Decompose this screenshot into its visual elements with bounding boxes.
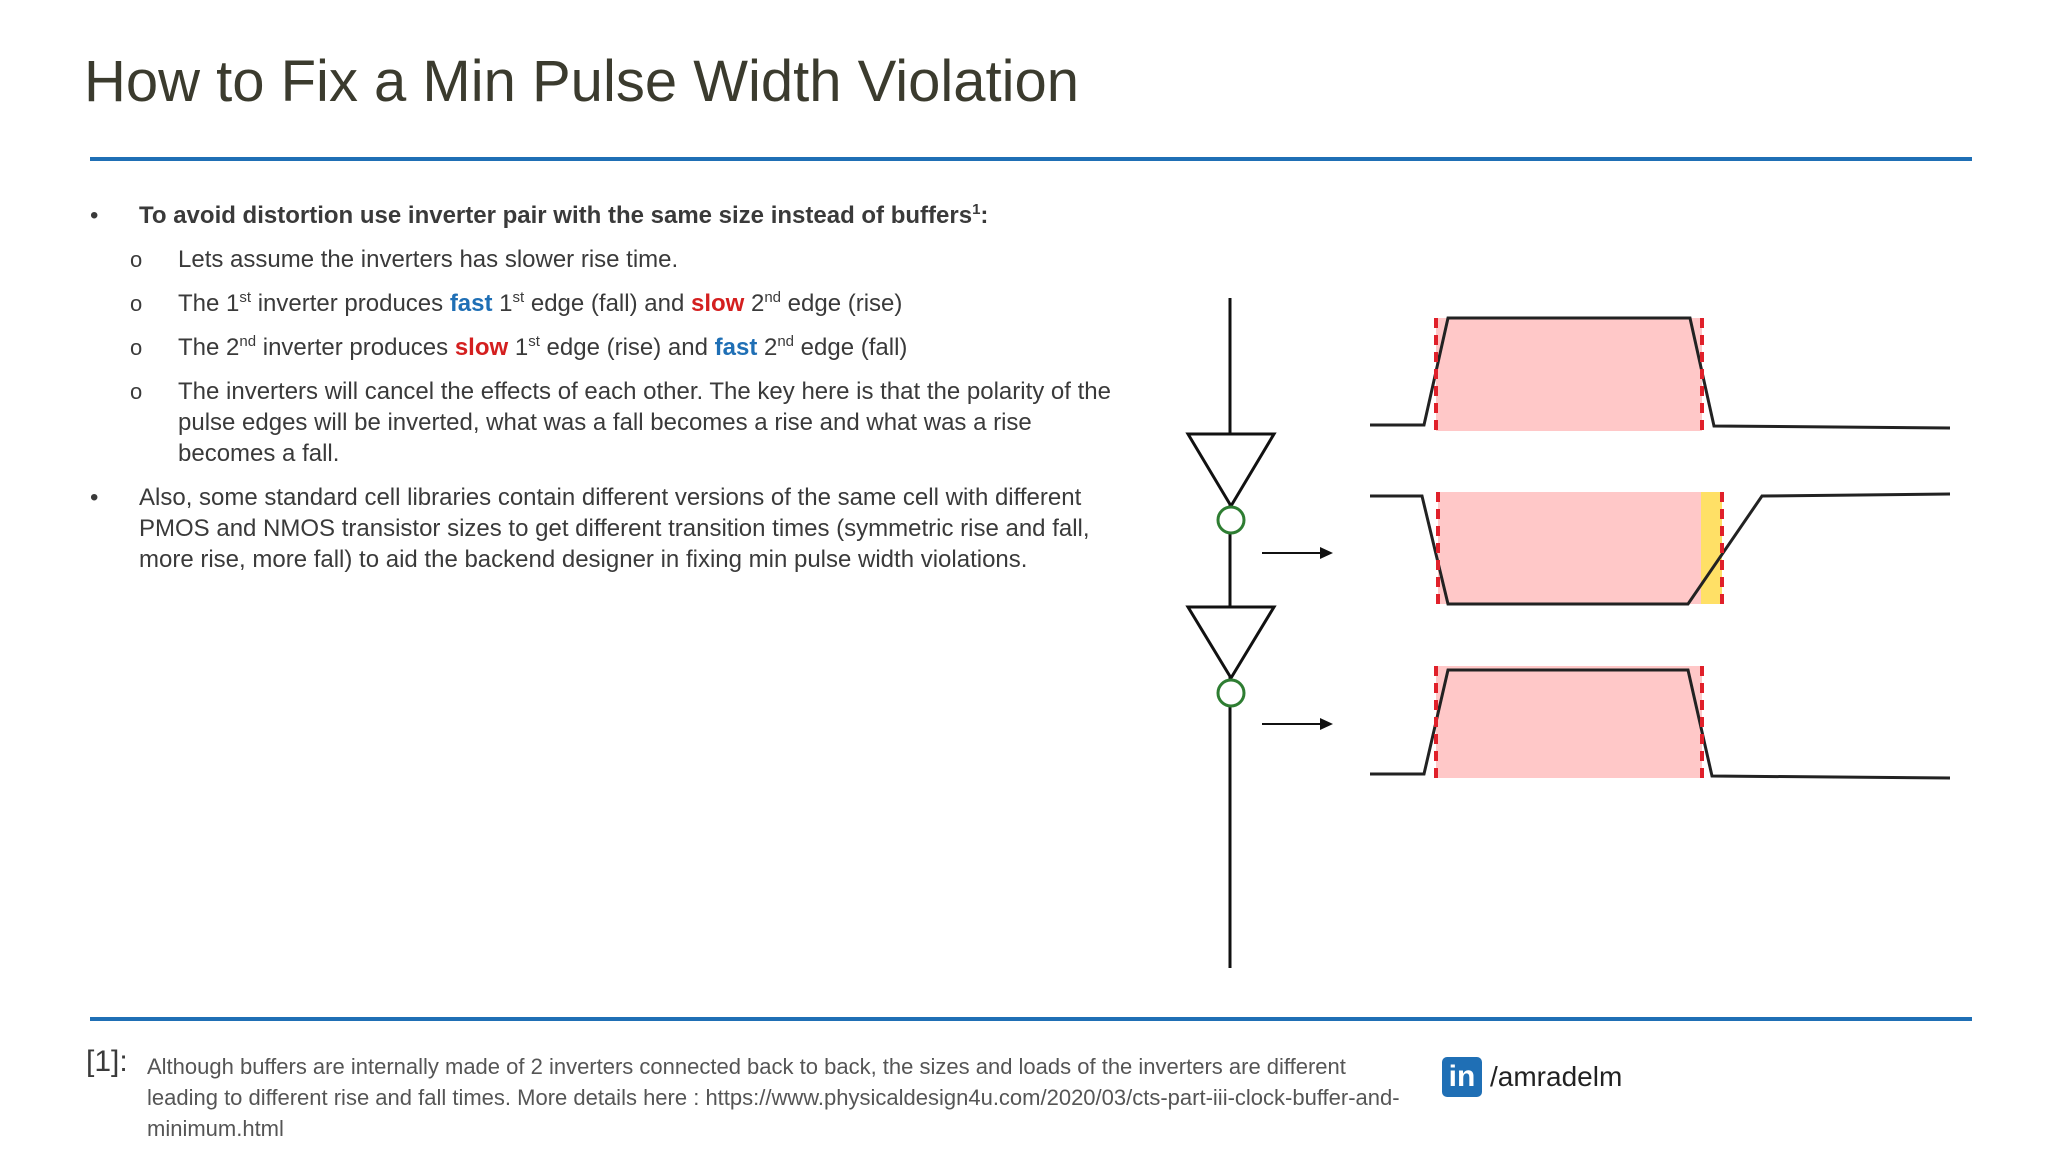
page-title: How to Fix a Min Pulse Width Violation — [84, 49, 1080, 114]
keyword-fast: fast — [449, 290, 493, 317]
sub-text: 1 — [508, 334, 529, 361]
ordinal-sup: nd — [764, 289, 782, 306]
ordinal-sup: st — [512, 289, 525, 306]
sub-marker: o — [130, 247, 143, 272]
sub-text: edge (fall) — [794, 334, 908, 361]
sub-text: 2 — [757, 334, 778, 361]
sub-text: inverter produces — [251, 290, 450, 317]
bottom-divider — [90, 1017, 1972, 1021]
bullet-marker: • — [90, 484, 99, 511]
pulse-2-extra-region — [1701, 492, 1722, 604]
ordinal-sup: st — [239, 289, 252, 306]
sub-marker: o — [130, 335, 143, 360]
inverter-1-triangle — [1188, 434, 1274, 506]
linkedin-icon: in — [1442, 1057, 1482, 1097]
keyword-slow: slow — [454, 334, 509, 361]
sub-marker: o — [130, 291, 143, 316]
inverter-2-triangle — [1188, 607, 1274, 678]
inverter-2-bubble — [1218, 680, 1244, 706]
sub-text: 2 — [744, 290, 765, 317]
footnote-ref: 1 — [972, 201, 981, 218]
arrow-1-head — [1320, 547, 1333, 559]
sub-text: edge (rise) and — [539, 334, 715, 361]
ordinal-sup: nd — [777, 333, 795, 350]
linkedin-badge[interactable] — [1442, 1057, 1622, 1097]
sub-marker: o — [130, 379, 143, 404]
bullet-text: Also, some standard cell libraries contain different versions of the same cell with different PMOS and NMOS transistor sizes to get different transition times (symmetric rise and fall, more rise, more fall) to aid the backend designer in fixing min pulse width violations. — [139, 484, 1090, 573]
ordinal-sup: st — [528, 333, 540, 350]
footnote-mark: [1]: — [86, 1045, 128, 1078]
bullet-suffix: : — [980, 202, 989, 229]
bullet-marker: • — [90, 202, 99, 229]
keyword-slow: slow — [690, 290, 745, 317]
pulse-1-region — [1436, 318, 1702, 431]
sub-text: The 1 — [178, 290, 240, 317]
sub-text: Lets assume the inverters has slower rise time. — [178, 246, 679, 273]
sub-text: The inverters will cancel the effects of each other. The key here is that the polarity of the pulse edges will be inverted, what was a fall becomes a rise and what was a rise becomes a fall. — [178, 378, 1111, 467]
ordinal-sup: nd — [239, 333, 257, 350]
linkedin-handle: /amradelm — [1490, 1061, 1623, 1092]
footnote-text: Although buffers are internally made of 2 inverters connected back to back, the sizes and loads of the inverters are different leading to different rise and fall times. More details here : https://www.physicaldesign4u.com/2020/03/cts-part-iii-clock-buffer-and-minimum.html — [147, 1054, 1400, 1141]
sub-text: inverter produces — [256, 334, 455, 361]
sub-text: The 2 — [178, 334, 240, 361]
sub-text: 1 — [492, 290, 513, 317]
inverter-1-bubble — [1218, 507, 1244, 533]
arrow-2-head — [1320, 718, 1333, 730]
sub-text: edge (rise) — [781, 290, 903, 317]
pulse-3-region — [1436, 666, 1702, 778]
keyword-fast: fast — [714, 334, 758, 361]
bullet-text: To avoid distortion use inverter pair with the same size instead of buffers — [139, 202, 973, 229]
sub-text: edge (fall) and — [524, 290, 691, 317]
pulse-2-region — [1438, 492, 1701, 604]
